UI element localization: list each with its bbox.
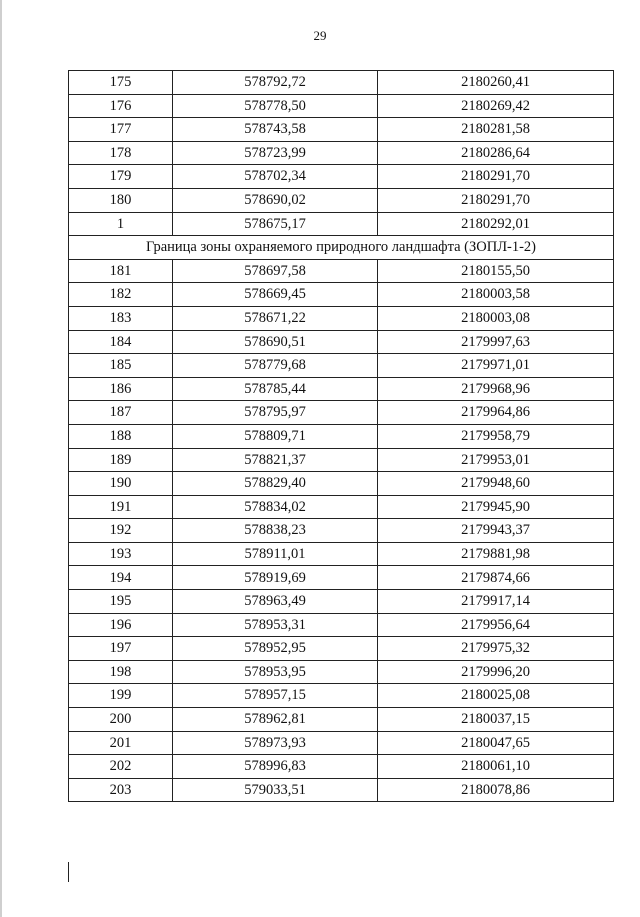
table-row: [69, 755, 614, 779]
y-coordinate-cell: 2180291,70: [378, 188, 614, 212]
table-row: [69, 424, 614, 448]
table-row: [69, 542, 614, 566]
table-row: [69, 354, 614, 378]
coordinates-table: [68, 70, 614, 802]
point-number-cell: 185: [69, 354, 173, 378]
x-coordinate-cell: 578838,23: [173, 519, 378, 543]
x-coordinate-cell: 578779,68: [173, 354, 378, 378]
table-row: [69, 401, 614, 425]
y-coordinate-cell: 2179881,98: [378, 542, 614, 566]
x-coordinate-cell: 578834,02: [173, 495, 378, 519]
point-number-cell: 190: [69, 472, 173, 496]
point-number-cell: 200: [69, 708, 173, 732]
table-row: [69, 495, 614, 519]
y-coordinate-cell: 2179971,01: [378, 354, 614, 378]
table-row: [69, 637, 614, 661]
x-coordinate-cell: 578952,95: [173, 637, 378, 661]
x-coordinate-cell: 578962,81: [173, 708, 378, 732]
point-number-cell: 175: [69, 71, 173, 95]
y-coordinate-cell: 2179917,14: [378, 590, 614, 614]
table-row: [69, 377, 614, 401]
y-coordinate-cell: 2179975,32: [378, 637, 614, 661]
point-number-cell: 203: [69, 778, 173, 802]
x-coordinate-cell: 578671,22: [173, 306, 378, 330]
table-section: [69, 236, 614, 260]
page-margin-line: [68, 862, 69, 882]
x-coordinate-cell: 578785,44: [173, 377, 378, 401]
point-number-cell: 188: [69, 424, 173, 448]
point-number-cell: 181: [69, 259, 173, 283]
table-row: [69, 519, 614, 543]
y-coordinate-cell: 2179958,79: [378, 424, 614, 448]
x-coordinate-cell: 578829,40: [173, 472, 378, 496]
y-coordinate-cell: 2180291,70: [378, 165, 614, 189]
x-coordinate-cell: 578743,58: [173, 118, 378, 142]
table-row: [69, 590, 614, 614]
point-number-cell: 198: [69, 660, 173, 684]
x-coordinate-cell: 578702,34: [173, 165, 378, 189]
section-header-row: [69, 236, 614, 260]
x-coordinate-cell: 578675,17: [173, 212, 378, 236]
table-row: [69, 94, 614, 118]
y-coordinate-cell: 2180260,41: [378, 71, 614, 95]
y-coordinate-cell: 2179945,90: [378, 495, 614, 519]
table-row: [69, 778, 614, 802]
y-coordinate-cell: 2180037,15: [378, 708, 614, 732]
point-number-cell: 195: [69, 590, 173, 614]
y-coordinate-cell: 2180003,08: [378, 306, 614, 330]
point-number-cell: 191: [69, 495, 173, 519]
table-row: [69, 259, 614, 283]
point-number-cell: 179: [69, 165, 173, 189]
x-coordinate-cell: 578957,15: [173, 684, 378, 708]
page-number: 29: [313, 28, 327, 43]
y-coordinate-cell: 2180269,42: [378, 94, 614, 118]
table-row: [69, 731, 614, 755]
x-coordinate-cell: 578963,49: [173, 590, 378, 614]
y-coordinate-cell: 2180078,86: [378, 778, 614, 802]
table-row: [69, 306, 614, 330]
y-coordinate-cell: 2180286,64: [378, 141, 614, 165]
x-coordinate-cell: 578973,93: [173, 731, 378, 755]
point-number-cell: 176: [69, 94, 173, 118]
table-row: [69, 118, 614, 142]
y-coordinate-cell: 2180025,08: [378, 684, 614, 708]
x-coordinate-cell: 578795,97: [173, 401, 378, 425]
table-row: [69, 165, 614, 189]
y-coordinate-cell: 2180281,58: [378, 118, 614, 142]
scan-edge: [0, 0, 2, 917]
x-coordinate-cell: 578809,71: [173, 424, 378, 448]
x-coordinate-cell: 578690,02: [173, 188, 378, 212]
table-row: [69, 684, 614, 708]
point-number-cell: 180: [69, 188, 173, 212]
x-coordinate-cell: 579033,51: [173, 778, 378, 802]
y-coordinate-cell: 2180003,58: [378, 283, 614, 307]
section-header: Граница зоны охраняемого природного ландшафта (ЗОПЛ-1-2): [69, 236, 614, 260]
table-row: [69, 566, 614, 590]
y-coordinate-cell: 2179996,20: [378, 660, 614, 684]
y-coordinate-cell: 2179948,60: [378, 472, 614, 496]
point-number-cell: 183: [69, 306, 173, 330]
point-number-cell: 201: [69, 731, 173, 755]
x-coordinate-cell: 578792,72: [173, 71, 378, 95]
x-coordinate-cell: 578996,83: [173, 755, 378, 779]
point-number-cell: 189: [69, 448, 173, 472]
y-coordinate-cell: 2180047,65: [378, 731, 614, 755]
table-row: [69, 71, 614, 95]
point-number-cell: 193: [69, 542, 173, 566]
point-number-cell: 196: [69, 613, 173, 637]
y-coordinate-cell: 2180155,50: [378, 259, 614, 283]
x-coordinate-cell: 578669,45: [173, 283, 378, 307]
y-coordinate-cell: 2180292,01: [378, 212, 614, 236]
y-coordinate-cell: 2180061,10: [378, 755, 614, 779]
table-row: [69, 660, 614, 684]
table-row: [69, 188, 614, 212]
table-row: [69, 613, 614, 637]
table-row: [69, 330, 614, 354]
y-coordinate-cell: 2179997,63: [378, 330, 614, 354]
point-number-cell: 194: [69, 566, 173, 590]
point-number-cell: 197: [69, 637, 173, 661]
y-coordinate-cell: 2179964,86: [378, 401, 614, 425]
x-coordinate-cell: 578911,01: [173, 542, 378, 566]
x-coordinate-cell: 578821,37: [173, 448, 378, 472]
x-coordinate-cell: 578690,51: [173, 330, 378, 354]
table-row: [69, 472, 614, 496]
table-row: [69, 708, 614, 732]
point-number-cell: 182: [69, 283, 173, 307]
y-coordinate-cell: 2179874,66: [378, 566, 614, 590]
table-row: [69, 448, 614, 472]
x-coordinate-cell: 578953,31: [173, 613, 378, 637]
table-body-top: [69, 71, 614, 236]
point-number-cell: 192: [69, 519, 173, 543]
x-coordinate-cell: 578953,95: [173, 660, 378, 684]
table-row: [69, 212, 614, 236]
point-number-cell: 202: [69, 755, 173, 779]
point-number-cell: 184: [69, 330, 173, 354]
x-coordinate-cell: 578778,50: [173, 94, 378, 118]
x-coordinate-cell: 578919,69: [173, 566, 378, 590]
point-number-cell: 186: [69, 377, 173, 401]
y-coordinate-cell: 2179943,37: [378, 519, 614, 543]
point-number-cell: 1: [69, 212, 173, 236]
table-body-bottom: [69, 259, 614, 802]
table-row: [69, 141, 614, 165]
table-row: [69, 283, 614, 307]
point-number-cell: 187: [69, 401, 173, 425]
y-coordinate-cell: 2179968,96: [378, 377, 614, 401]
point-number-cell: 177: [69, 118, 173, 142]
x-coordinate-cell: 578697,58: [173, 259, 378, 283]
x-coordinate-cell: 578723,99: [173, 141, 378, 165]
y-coordinate-cell: 2179953,01: [378, 448, 614, 472]
y-coordinate-cell: 2179956,64: [378, 613, 614, 637]
point-number-cell: 178: [69, 141, 173, 165]
point-number-cell: 199: [69, 684, 173, 708]
